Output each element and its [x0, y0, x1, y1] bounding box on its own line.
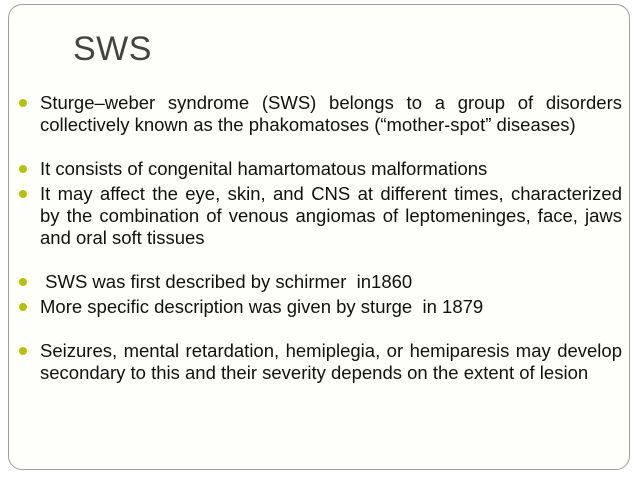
bullet-text: It may affect the eye, skin, and CNS at different times, characterized by the combination of venous angiomas of leptomeninges, face, jaws and oral soft tissues [40, 183, 622, 248]
bullet-item [18, 296, 622, 318]
bullet-item [18, 271, 622, 293]
bullet-item [18, 158, 622, 180]
bullet-item [18, 92, 622, 136]
bullet-dot-icon [19, 303, 27, 311]
bullet-text: More specific description was given by sturge in 1879 [40, 296, 484, 317]
bullet-item [18, 340, 622, 384]
bullet-item [18, 183, 622, 249]
bullet-dot-icon [19, 347, 27, 355]
bullet-text: Seizures, mental retardation, hemiplegia, or hemiparesis may develop secondary to this and their severity depends on the extent of lesion [40, 340, 622, 383]
bullet-text: SWS was first described by schirmer in1860 [40, 271, 413, 292]
bullet-dot-icon [19, 190, 27, 198]
bullet-text: Sturge–weber syndrome (SWS) belongs to a group of disorders collectively known as the phakomatoses (“mother-spot” diseases) [40, 92, 622, 135]
bullet-dot-icon [19, 99, 27, 107]
bullet-text: It consists of congenital hamartomatous malformations [40, 158, 488, 179]
bullet-dot-icon [19, 165, 27, 173]
bullet-list [18, 92, 622, 384]
bullet-dot-icon [19, 278, 27, 286]
slide-title: SWS [73, 30, 152, 68]
